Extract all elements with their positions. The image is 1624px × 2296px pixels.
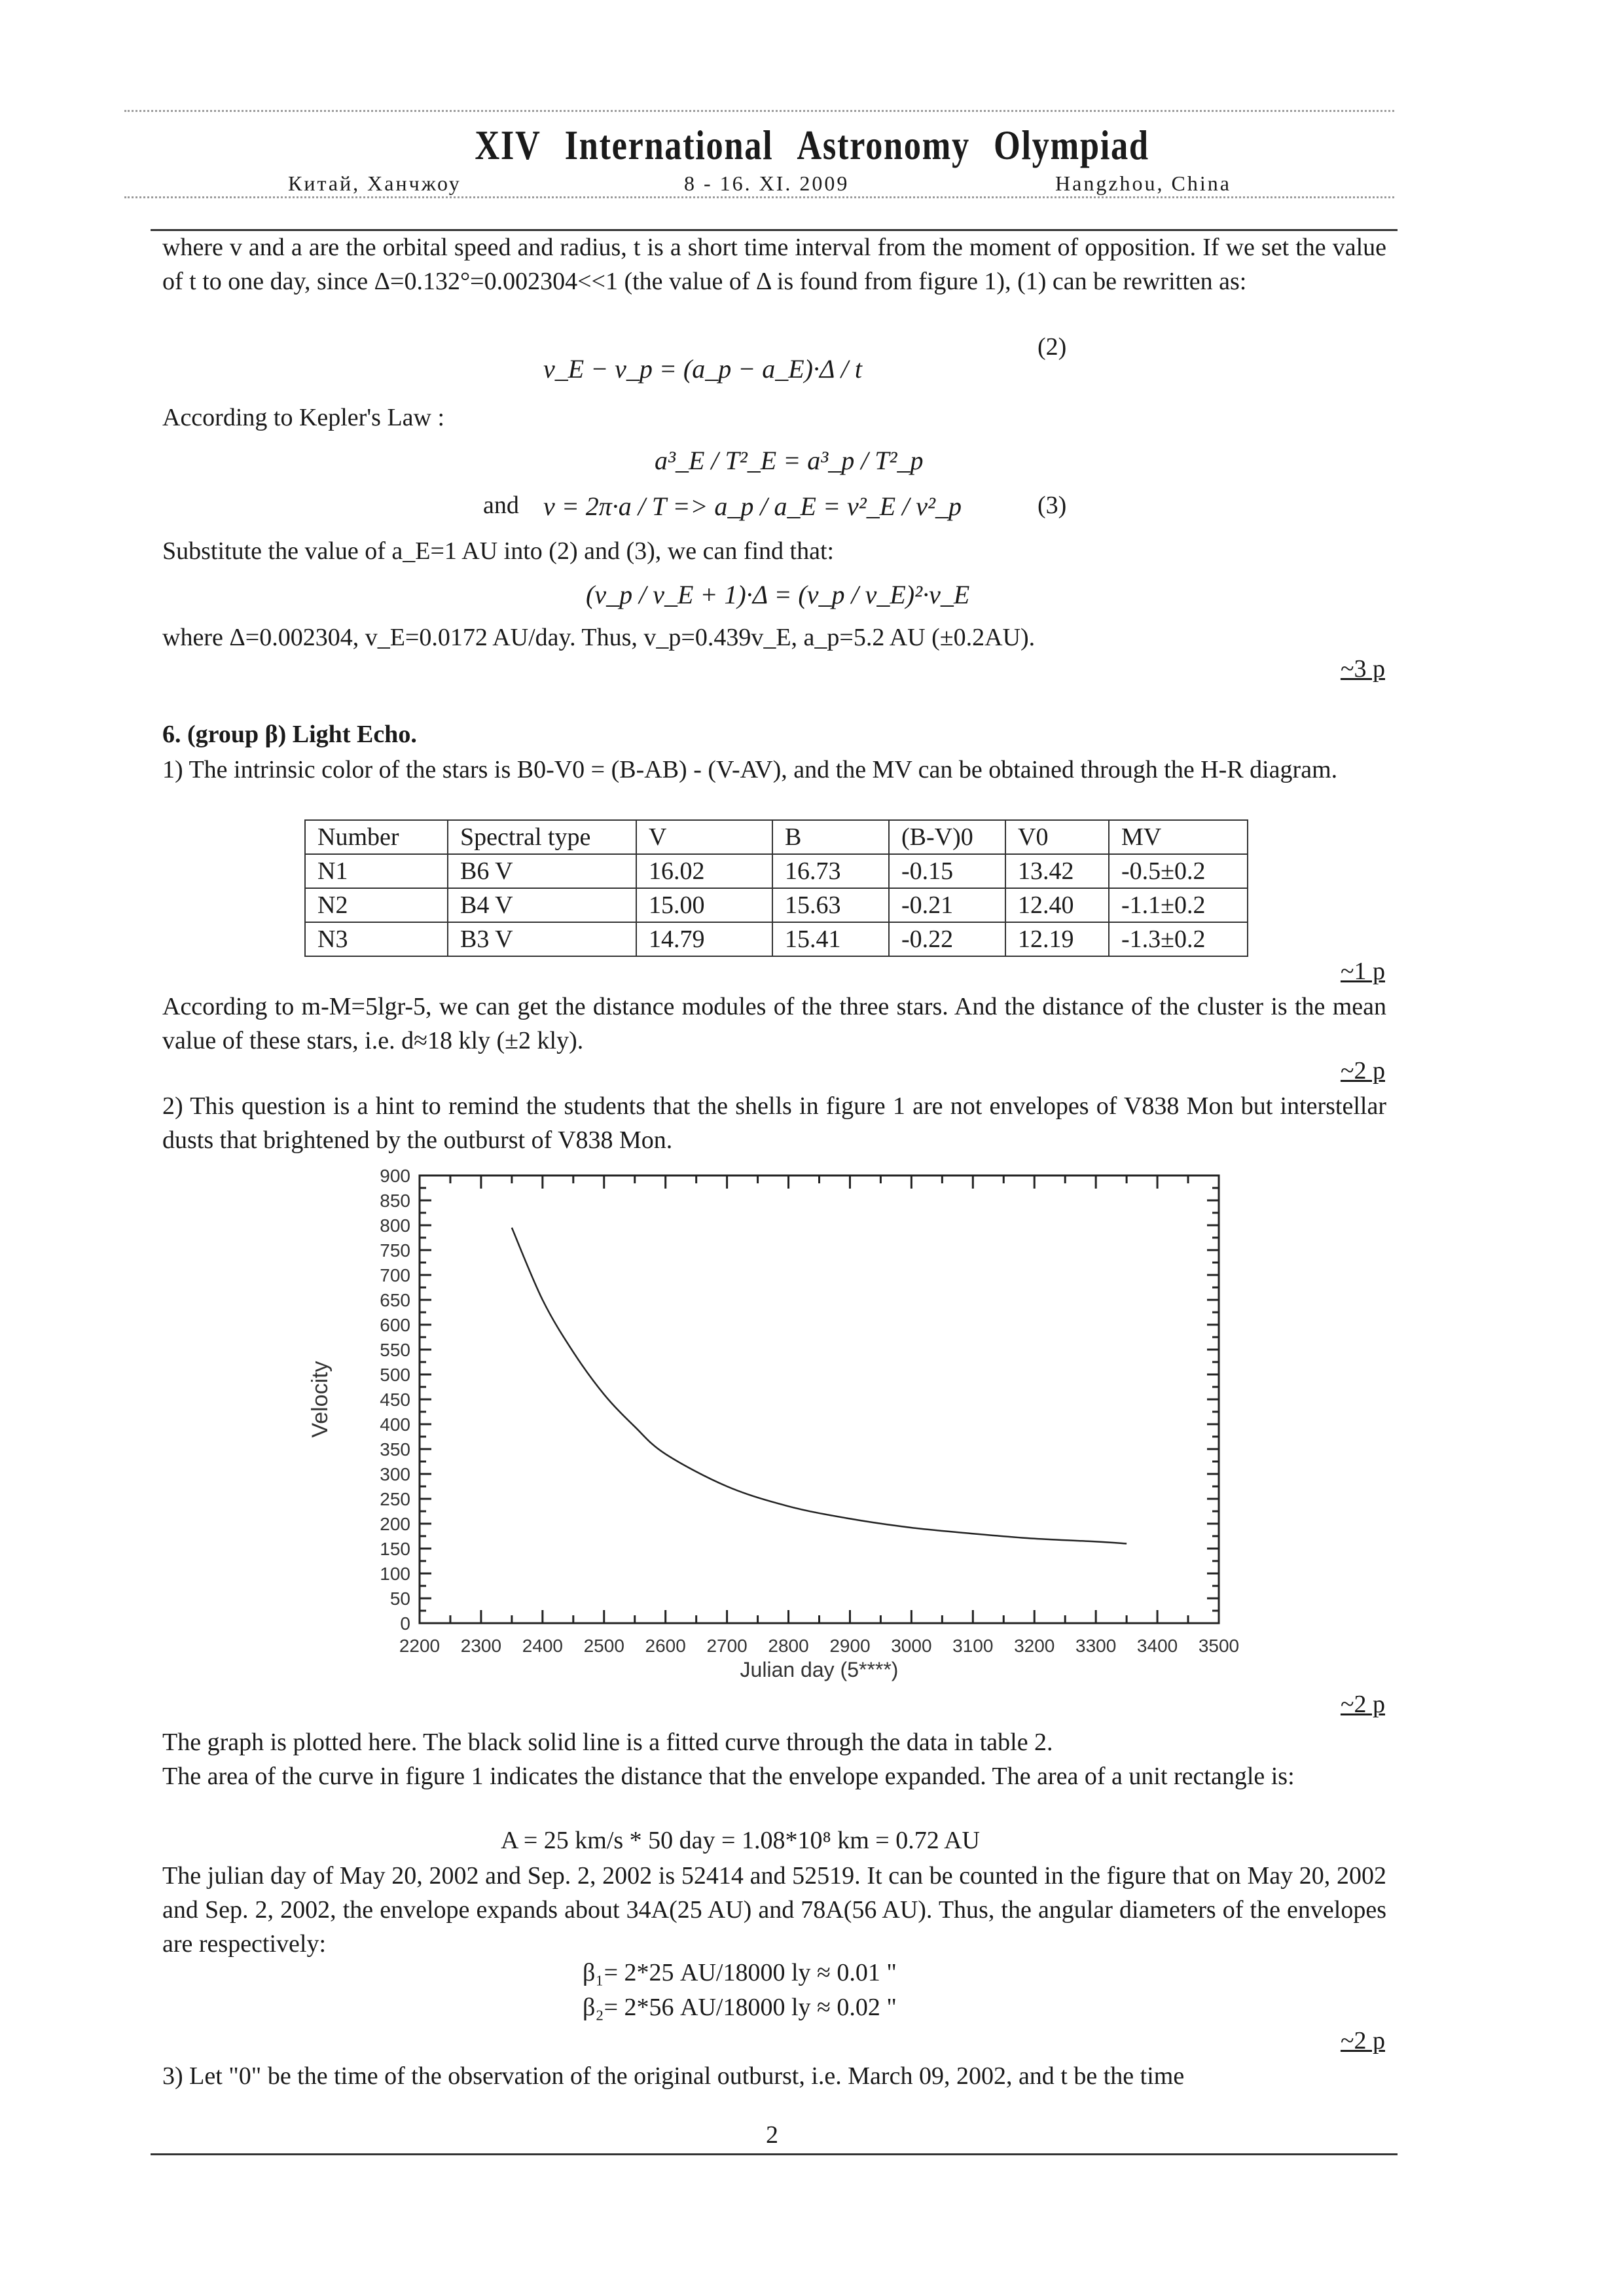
cell: B3 V xyxy=(448,922,636,956)
kepler-equation: a³_E / T²_E = a³_p / T²_p xyxy=(655,446,924,475)
cell: 15.00 xyxy=(636,888,772,922)
svg-text:2700: 2700 xyxy=(706,1636,748,1656)
cell: -0.5±0.2 xyxy=(1109,854,1248,888)
svg-text:2600: 2600 xyxy=(645,1636,686,1656)
svg-text:Julian day (5****): Julian day (5****) xyxy=(740,1658,899,1681)
svg-text:100: 100 xyxy=(380,1564,410,1584)
svg-text:2800: 2800 xyxy=(768,1636,809,1656)
header-bottom-dotted-line xyxy=(124,196,1394,198)
distance-text: According to m-M=5lgr-5, we can get the distance modules of the three stars. And the distance of the cluster is the mean value of these stars, i.e. d≈18 kly (±2 kly). xyxy=(162,993,1386,1054)
table-header-row xyxy=(305,820,1248,854)
area-equation: A = 25 km/s * 50 day = 1.08*10⁸ km = 0.72 AU xyxy=(501,1827,981,1854)
svg-text:3300: 3300 xyxy=(1075,1636,1117,1656)
title-word: Olympiad xyxy=(993,122,1149,168)
cell: -0.21 xyxy=(889,888,1005,922)
col-header: (B-V)0 xyxy=(889,820,1005,854)
svg-text:2900: 2900 xyxy=(829,1636,871,1656)
svg-text:2500: 2500 xyxy=(583,1636,624,1656)
svg-text:2400: 2400 xyxy=(522,1636,563,1656)
olympiad-title xyxy=(146,121,1477,170)
svg-text:400: 400 xyxy=(380,1414,410,1435)
cell: 12.19 xyxy=(1005,922,1109,956)
equation-3-label: (3) xyxy=(1038,492,1067,519)
beta1-equation: β₁= 2*25 AU/18000 ly ≈ 0.01 " xyxy=(583,1959,897,1986)
col-header: Spectral type xyxy=(448,820,636,854)
cell: 14.79 xyxy=(636,922,772,956)
svg-text:3400: 3400 xyxy=(1136,1636,1178,1656)
cell: -0.15 xyxy=(889,854,1005,888)
svg-text:900: 900 xyxy=(380,1166,410,1186)
area-text: The area of the curve in figure 1 indicates the distance that the envelope expanded. The area of a unit rectangle is: xyxy=(162,1763,1295,1790)
table-row xyxy=(305,922,1248,956)
julian-text: The julian day of May 20, 2002 and Sep. 2, 2002 is 52414 and 52519. It can be counted in the figure that on May 20, 2002 and Sep. 2, 2002, the envelope expands about 34A(25 AU) and 78A(56 AU). Thus, the angular diameters of the envelopes are respectively: xyxy=(162,1862,1386,1958)
header-location-ru: Китай, Ханчжоу xyxy=(288,171,461,195)
svg-text:2300: 2300 xyxy=(460,1636,502,1656)
col-header: Number xyxy=(305,820,448,854)
cell: -0.22 xyxy=(889,922,1005,956)
chart-axes xyxy=(420,1175,1219,1623)
col-header: V0 xyxy=(1005,820,1109,854)
points-2b: ~2 p xyxy=(1340,1691,1385,1718)
svg-text:850: 850 xyxy=(380,1191,410,1211)
q1-text: 1) The intrinsic color of the stars is B0-V0 = (B-AB) - (V-AV), and the MV can be obtained through the H-R diagram. xyxy=(162,756,1338,783)
svg-text:200: 200 xyxy=(380,1514,410,1534)
equation-3: v = 2π·a / T => a_p / a_E = v²_E / v²_p xyxy=(543,492,962,521)
svg-text:350: 350 xyxy=(380,1439,410,1460)
problem-6-heading: 6. (group β) Light Echo. xyxy=(162,721,417,748)
velocity-chart xyxy=(288,1158,1270,1682)
page-number: 2 xyxy=(766,2121,778,2149)
y-axis-label xyxy=(308,1361,333,1437)
stars-table xyxy=(304,819,1248,957)
svg-text:450: 450 xyxy=(380,1390,410,1410)
svg-text:150: 150 xyxy=(380,1539,410,1559)
cell: -1.3±0.2 xyxy=(1109,922,1248,956)
cell: N2 xyxy=(305,888,448,922)
svg-text:3100: 3100 xyxy=(952,1636,994,1656)
svg-text:0: 0 xyxy=(400,1613,410,1634)
points-2a: ~2 p xyxy=(1340,1057,1385,1085)
cell: N1 xyxy=(305,854,448,888)
svg-text:750: 750 xyxy=(380,1240,410,1261)
col-header: V xyxy=(636,820,772,854)
svg-text:250: 250 xyxy=(380,1489,410,1509)
chart-svg xyxy=(288,1158,1270,1682)
col-header: B xyxy=(772,820,889,854)
title-word: International xyxy=(564,122,774,168)
svg-text:600: 600 xyxy=(380,1315,410,1335)
svg-text:50: 50 xyxy=(389,1588,410,1609)
graph-text: The graph is plotted here. The black solid line is a fitted curve through the data in table 2. xyxy=(162,1729,1053,1756)
svg-text:3500: 3500 xyxy=(1198,1636,1240,1656)
points-3: ~3 p xyxy=(1340,655,1385,683)
cell: 15.41 xyxy=(772,922,889,956)
cell: 13.42 xyxy=(1005,854,1109,888)
points-2c: ~2 p xyxy=(1340,2027,1385,2054)
title-word: Astronomy xyxy=(797,122,970,168)
cell: N3 xyxy=(305,922,448,956)
svg-text:500: 500 xyxy=(380,1365,410,1385)
equation-4: (v_p / v_E + 1)·Δ = (v_p / v_E)²·v_E xyxy=(586,580,970,609)
chart-ticks xyxy=(380,1166,1239,1681)
cell: -1.1±0.2 xyxy=(1109,888,1248,922)
orbital-paragraph: where v and a are the orbital speed and radius, t is a short time interval from the moment of opposition. If we set the value of t to one day, since Δ=0.132°=0.002304<<1 (the value of Δ is found from figure 1), (1) can be rewritten as: xyxy=(162,234,1386,295)
cell: 16.73 xyxy=(772,854,889,888)
cell: 15.63 xyxy=(772,888,889,922)
table-row xyxy=(305,888,1248,922)
fitted-curve xyxy=(512,1228,1127,1544)
header-location-en: Hangzhou, China xyxy=(1055,171,1231,195)
equation-2-label: (2) xyxy=(1038,333,1067,361)
header-top-dotted-line xyxy=(124,110,1394,112)
q2-text: 2) This question is a hint to remind the students that the shells in figure 1 are not envelopes of V838 Mon but interstellar dusts that brightened by the outburst of V838 Mon. xyxy=(162,1092,1386,1154)
svg-text:3000: 3000 xyxy=(891,1636,932,1656)
result-text: where Δ=0.002304, v_E=0.0172 AU/day. Thus, v_p=0.439v_E, a_p=5.2 AU (±0.2AU). xyxy=(162,624,1036,651)
cell: 12.40 xyxy=(1005,888,1109,922)
cell: B4 V xyxy=(448,888,636,922)
equation-2: v_E − v_p = (a_p − a_E)·Δ / t xyxy=(543,354,862,384)
svg-text:800: 800 xyxy=(380,1215,410,1236)
cell: B6 V xyxy=(448,854,636,888)
substitute-text: Substitute the value of a_E=1 AU into (2) and (3), we can find that: xyxy=(162,537,835,565)
q3-text: 3) Let "0" be the time of the observation of the original outburst, i.e. March 09, 2002, and t be the time xyxy=(162,2062,1185,2090)
points-1: ~1 p xyxy=(1340,958,1385,985)
svg-text:300: 300 xyxy=(380,1464,410,1484)
cell: 16.02 xyxy=(636,854,772,888)
svg-text:550: 550 xyxy=(380,1340,410,1360)
svg-text:Velocity: Velocity xyxy=(308,1361,333,1438)
header-dates: 8 - 16. XI. 2009 xyxy=(684,171,850,195)
svg-text:2200: 2200 xyxy=(399,1636,441,1656)
svg-text:650: 650 xyxy=(380,1290,410,1310)
table-row xyxy=(305,854,1248,888)
footer-rule xyxy=(151,2153,1398,2155)
equation-3-prefix: and xyxy=(483,492,519,519)
title-word: XIV xyxy=(475,122,541,168)
svg-text:700: 700 xyxy=(380,1265,410,1285)
svg-text:3200: 3200 xyxy=(1014,1636,1055,1656)
kepler-intro: According to Kepler's Law : xyxy=(162,404,445,431)
col-header: MV xyxy=(1109,820,1248,854)
beta2-equation: β₂= 2*56 AU/18000 ly ≈ 0.02 " xyxy=(583,1994,897,2021)
